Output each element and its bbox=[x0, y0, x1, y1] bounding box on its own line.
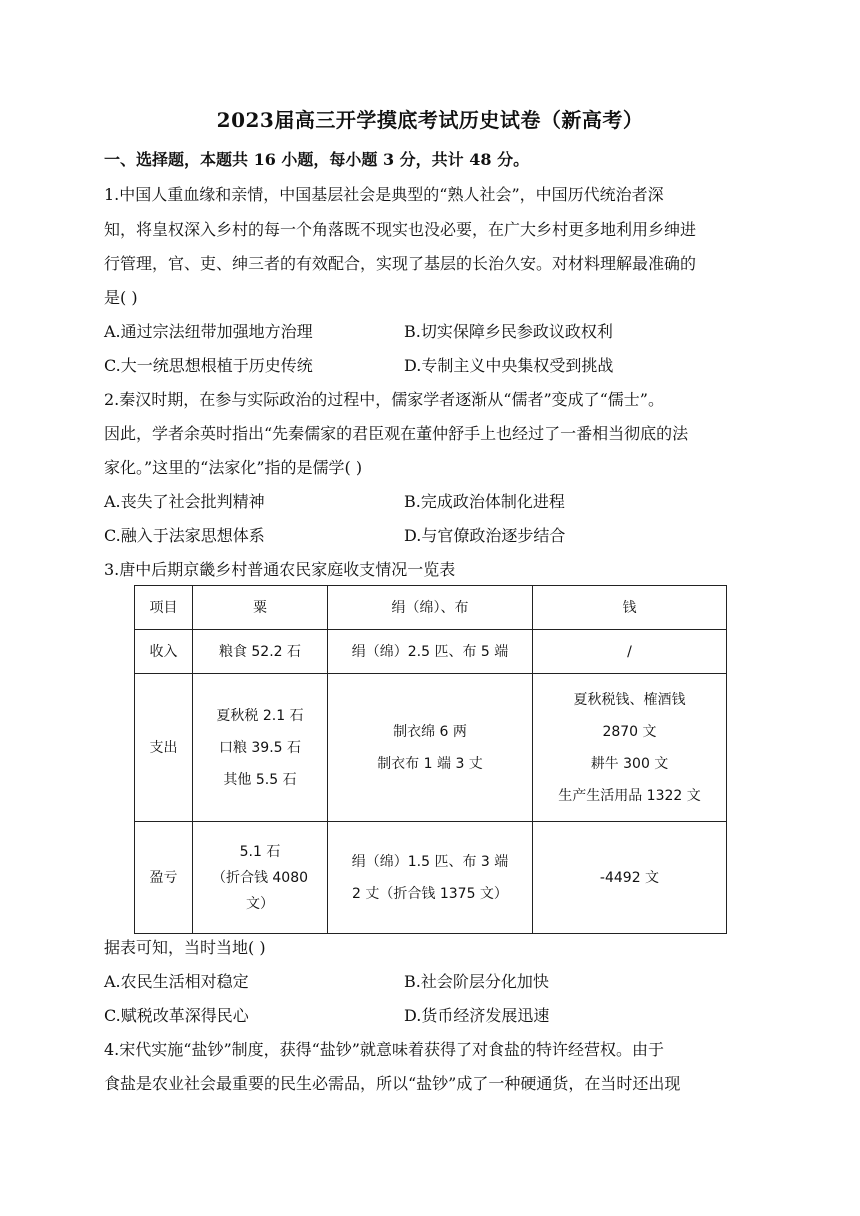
q4-line-1: 4.宋代实施“盐钞”制度，获得“盐钞”就意味着获得了对食盐的特许经营权。由于 bbox=[104, 1040, 664, 1059]
balance-cloth-line: 绢（绵）1.5 匹、布 3 端 bbox=[351, 853, 509, 870]
balance-money: -4492 文 bbox=[533, 822, 727, 934]
income-cloth: 绢（绵）2.5 匹、布 5 端 bbox=[328, 630, 533, 674]
q1-line-1: 1.中国人重血缘和亲情，中国基层社会是典型的“熟人社会”，中国历代统治者深 bbox=[104, 185, 664, 204]
q4-line-2: 食盐是农业社会最重要的民生必需品，所以“盐钞”成了一种硬通货，在当时还出现 bbox=[104, 1074, 681, 1093]
balance-grain-line: 文） bbox=[246, 895, 274, 912]
balance-cloth-cell bbox=[328, 822, 533, 934]
expense-cloth-line: 制衣布 1 端 3 丈 bbox=[377, 755, 483, 772]
table-row-income bbox=[135, 630, 727, 674]
q2-line-3: 家化。”这里的“法家化”指的是儒学( ) bbox=[104, 458, 363, 477]
q1-line-3: 行管理，官、吏、绅三者的有效配合，实现了基层的长治久安。对材料理解最准确的 bbox=[104, 254, 697, 273]
q2-line-2: 因此，学者余英时指出“先秦儒家的君臣观在董仲舒手上也经过了一番相当彻底的法 bbox=[104, 424, 689, 443]
q1-line-2: 知，将皇权深入乡村的每一个角落既不现实也没必要，在广大乡村更多地利用乡绅进 bbox=[104, 220, 697, 239]
balance-grain-cell bbox=[193, 822, 328, 934]
q2-option-d: D.与官僚政治逐步结合 bbox=[404, 526, 566, 545]
table-row-expense bbox=[135, 674, 727, 822]
income-expense-table bbox=[134, 585, 727, 934]
q1-option-a: A.通过宗法纽带加强地方治理 bbox=[104, 322, 313, 341]
income-label: 收入 bbox=[135, 630, 193, 674]
expense-money-line: 夏秋税钱、榷酒钱 bbox=[573, 691, 686, 708]
q2-option-a: A.丧失了社会批判精神 bbox=[104, 492, 265, 511]
exam-title: 2023届高三开学摸底考试历史试卷（新高考） bbox=[216, 108, 644, 132]
income-money: / bbox=[533, 630, 727, 674]
section-heading: 一、选择题，本题共 16 小题，每小题 3 分，共计 48 分。 bbox=[104, 150, 530, 169]
table-header-row bbox=[135, 586, 727, 630]
q1-option-c: C.大一统思想根植于历史传统 bbox=[104, 356, 313, 375]
q1-line-4: 是( ) bbox=[104, 288, 138, 307]
q3-option-c: C.赋税改革深得民心 bbox=[104, 1006, 249, 1025]
expense-money-line: 耕牛 300 文 bbox=[590, 755, 669, 772]
expense-money-cell bbox=[533, 674, 727, 822]
expense-label: 支出 bbox=[135, 674, 193, 822]
q3-after: 据表可知，当时当地( ) bbox=[104, 938, 266, 957]
expense-grain-cell bbox=[193, 674, 328, 822]
header-money: 钱 bbox=[533, 586, 727, 630]
header-grain: 粟 bbox=[193, 586, 328, 630]
q2-option-c: C.融入于法家思想体系 bbox=[104, 526, 265, 545]
balance-label: 盈亏 bbox=[135, 822, 193, 934]
q3-option-a: A.农民生活相对稳定 bbox=[104, 972, 249, 991]
table-row-balance bbox=[135, 822, 727, 934]
expense-cloth-line: 制衣绵 6 两 bbox=[393, 723, 467, 740]
q3-option-d: D.货币经济发展迅速 bbox=[404, 1006, 550, 1025]
balance-cloth-line: 2 丈（折合钱 1375 文） bbox=[352, 885, 508, 902]
balance-grain-line: 5.1 石 bbox=[239, 843, 281, 860]
expense-money-line: 2870 文 bbox=[602, 723, 657, 740]
q2-option-b: B.完成政治体制化进程 bbox=[404, 492, 565, 511]
header-cloth: 绢（绵）、布 bbox=[328, 586, 533, 630]
expense-money-line: 生产生活用品 1322 文 bbox=[558, 787, 701, 804]
q1-option-d: D.专制主义中央集权受到挑战 bbox=[404, 356, 614, 375]
income-grain: 粮食 52.2 石 bbox=[193, 630, 328, 674]
balance-grain-line: （折合钱 4080 bbox=[211, 869, 309, 886]
expense-cloth-cell bbox=[328, 674, 533, 822]
q1-option-b: B.切实保障乡民参政议政权利 bbox=[404, 322, 613, 341]
expense-grain-line: 口粮 39.5 石 bbox=[218, 739, 302, 756]
q3-stem: 3.唐中后期京畿乡村普通农民家庭收支情况一览表 bbox=[104, 560, 456, 579]
expense-grain-line: 其他 5.5 石 bbox=[223, 771, 297, 788]
q2-line-1: 2.秦汉时期，在参与实际政治的过程中，儒家学者逐渐从“儒者”变成了“儒士”。 bbox=[104, 390, 664, 409]
q3-option-b: B.社会阶层分化加快 bbox=[404, 972, 549, 991]
expense-grain-line: 夏秋税 2.1 石 bbox=[216, 707, 304, 724]
header-item: 项目 bbox=[135, 586, 193, 630]
